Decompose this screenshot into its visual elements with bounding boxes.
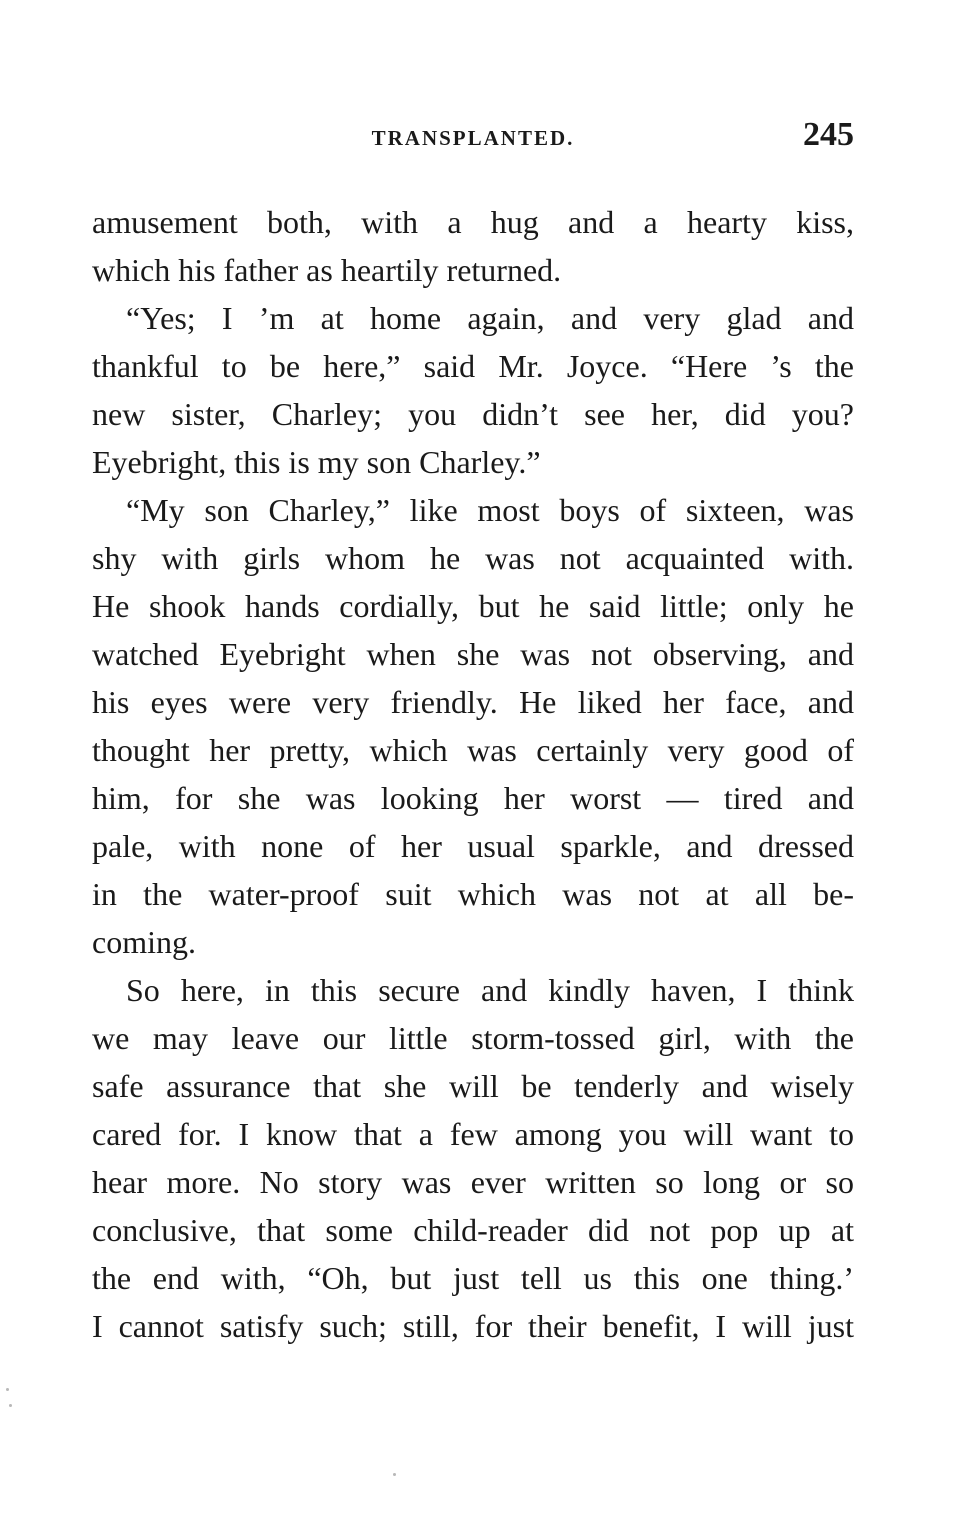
text-line: cared for. I know that a few among you will want to xyxy=(92,1116,854,1152)
text-line: his eyes were very friendly. He liked her face, and xyxy=(92,684,854,720)
text-line: we may leave our little storm-tossed girl, with the xyxy=(92,1020,854,1056)
text-line: him, for she was looking her worst — tired and xyxy=(92,780,854,816)
body-text xyxy=(92,198,854,1350)
text-line: thankful to be here,” said Mr. Joyce. “Here ’s the xyxy=(92,348,854,384)
text-line: Eyebright, this is my son Charley.” xyxy=(92,444,541,480)
text-line: in the water-proof suit which was not at all be- xyxy=(92,876,854,912)
text-line: watched Eyebright when she was not observing, and xyxy=(92,636,854,672)
text-line: conclusive, that some child-reader did not pop up at xyxy=(92,1212,854,1248)
text-line: which his father as heartily returned. xyxy=(92,252,562,288)
text-line: thought her pretty, which was certainly very good of xyxy=(92,732,854,768)
text-line: I cannot satisfy such; still, for their benefit, I will just xyxy=(92,1308,854,1344)
scan-speck xyxy=(6,1388,9,1391)
text-line: hear more. No story was ever written so long or so xyxy=(92,1164,854,1200)
text-line: “My son Charley,” like most boys of sixteen, was xyxy=(126,492,854,528)
text-line: He shook hands cordially, but he said little; only he xyxy=(92,588,854,624)
scan-speck xyxy=(393,1473,396,1476)
text-line: coming. xyxy=(92,924,196,960)
text-line: So here, in this secure and kindly haven, I think xyxy=(126,972,854,1008)
text-line: safe assurance that she will be tenderly and wisely xyxy=(92,1068,854,1104)
text-line: new sister, Charley; you didn’t see her, did you? xyxy=(92,396,854,432)
text-line: “Yes; I ’m at home again, and very glad and xyxy=(126,300,854,336)
text-line: pale, with none of her usual sparkle, and dressed xyxy=(92,828,854,864)
running-title: TRANSPLANTED. xyxy=(371,126,575,150)
text-line: amusement both, with a hug and a hearty kiss, xyxy=(92,204,854,240)
page-number: 245 xyxy=(803,116,854,153)
running-head xyxy=(92,118,854,158)
text-line: the end with, “Oh, but just tell us this one thing.’ xyxy=(92,1260,854,1296)
text-line: shy with girls whom he was not acquainted with. xyxy=(92,540,854,576)
scan-speck xyxy=(9,1404,12,1407)
